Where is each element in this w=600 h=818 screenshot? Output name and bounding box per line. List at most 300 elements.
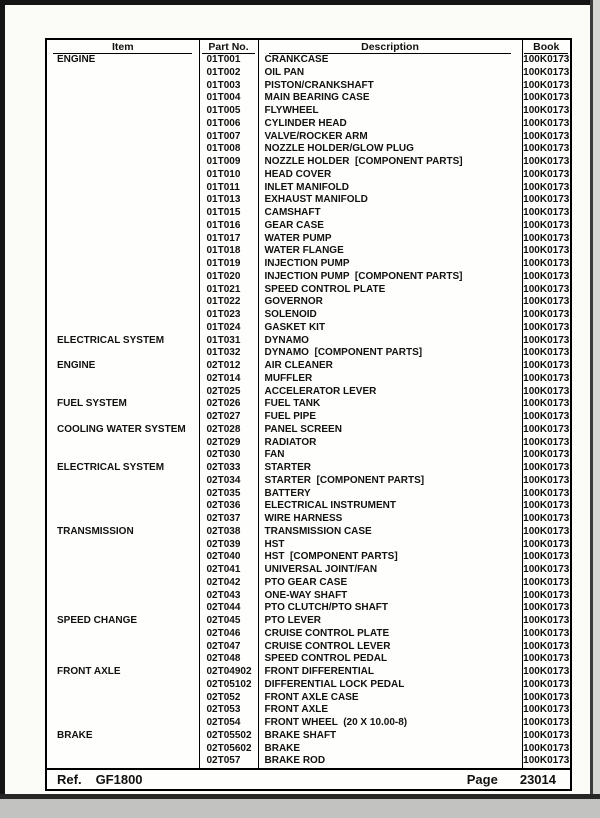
cell-part: 02T012 xyxy=(199,360,258,373)
cell-desc: GASKET KIT xyxy=(258,322,522,335)
cell-book: 100K0173 xyxy=(523,755,570,767)
cell-desc: EXHAUST MANIFOLD xyxy=(258,194,522,207)
cell-part: 01T021 xyxy=(199,284,258,297)
cell-book: 100K0173 xyxy=(523,181,570,193)
cell-item xyxy=(47,67,199,80)
table-row xyxy=(47,143,570,156)
cell-item: SPEED CHANGE xyxy=(47,615,199,628)
cell-book: 100K0173 xyxy=(523,156,570,167)
header-row xyxy=(47,40,570,54)
cell-book: 100K0173 xyxy=(523,117,570,129)
cell-book: 100K0173 xyxy=(523,487,570,499)
column-header-book: Book xyxy=(522,40,570,54)
cell-item: COOLING WATER SYSTEM xyxy=(47,424,199,437)
cell-desc: PTO LEVER xyxy=(258,615,522,628)
cell-part: 02T029 xyxy=(199,437,258,450)
cell-book: 100K0173 xyxy=(523,678,570,690)
cell-book: 100K0173 xyxy=(523,207,570,218)
cell-book: 100K0173 xyxy=(523,105,570,116)
cell-book: 100K0173 xyxy=(523,423,570,435)
scan-edge-top xyxy=(0,0,600,5)
cell-item: ENGINE xyxy=(47,54,199,67)
cell-desc: NOZZLE HOLDER [COMPONENT PARTS] xyxy=(258,156,522,169)
cell-desc: HST [COMPONENT PARTS] xyxy=(258,551,522,564)
cell-desc: GOVERNOR xyxy=(258,296,522,309)
table-row xyxy=(47,602,570,615)
cell-item xyxy=(47,373,199,386)
cell-part: 02T057 xyxy=(199,755,258,768)
table-row xyxy=(47,182,570,195)
cell-item xyxy=(47,143,199,156)
cell-item xyxy=(47,309,199,322)
parts-table-header xyxy=(47,40,570,54)
cell-book: 100K0173 xyxy=(523,717,570,728)
cell-desc: DYNAMO [COMPONENT PARTS] xyxy=(258,347,522,360)
column-header-description: Description xyxy=(258,40,522,54)
cell-desc: BATTERY xyxy=(258,488,522,501)
page-label: Page xyxy=(466,772,498,787)
cell-part: 01T031 xyxy=(199,335,258,348)
table-row xyxy=(47,245,570,258)
cell-part: 01T022 xyxy=(199,296,258,309)
cell-item xyxy=(47,386,199,399)
table-row xyxy=(47,424,570,437)
scan-edge-left xyxy=(0,0,5,818)
cell-desc: FRONT AXLE CASE xyxy=(258,692,522,705)
table-row xyxy=(47,271,570,284)
cell-desc: FUEL PIPE xyxy=(258,411,522,424)
cell-item xyxy=(47,653,199,666)
cell-item xyxy=(47,296,199,309)
cell-book: 100K0173 xyxy=(523,513,570,524)
table-row xyxy=(47,462,570,475)
table-row xyxy=(47,398,570,411)
cell-book: 100K0173 xyxy=(523,347,570,359)
cell-book: 100K0173 xyxy=(523,704,570,716)
cell-item xyxy=(47,156,199,169)
cell-desc: SOLENOID xyxy=(258,309,522,322)
cell-desc: DYNAMO xyxy=(258,335,522,348)
cell-part: 01T017 xyxy=(199,233,258,246)
table-row xyxy=(47,233,570,246)
cell-item xyxy=(47,577,199,590)
table-row xyxy=(47,296,570,309)
table-row xyxy=(47,730,570,743)
ref-label: Ref. xyxy=(57,772,82,787)
cell-item xyxy=(47,80,199,93)
cell-part: 01T009 xyxy=(199,156,258,169)
table-row xyxy=(47,653,570,666)
cell-item xyxy=(47,641,199,654)
cell-book: 100K0173 xyxy=(523,296,570,308)
cell-item xyxy=(47,182,199,195)
cell-desc: WATER FLANGE xyxy=(258,245,522,258)
scan-edge-right xyxy=(590,0,593,818)
table-row xyxy=(47,743,570,756)
cell-book: 100K0173 xyxy=(523,576,570,588)
cell-part: 01T018 xyxy=(199,245,258,258)
cell-item xyxy=(47,220,199,233)
cell-item xyxy=(47,692,199,705)
cell-book: 100K0173 xyxy=(523,398,570,410)
cell-desc: BRAKE SHAFT xyxy=(258,730,522,743)
cell-item: FUEL SYSTEM xyxy=(47,398,199,411)
cell-book: 100K0173 xyxy=(523,462,570,473)
cell-part: 01T016 xyxy=(199,220,258,233)
cell-part: 01T002 xyxy=(199,67,258,80)
cell-book: 100K0173 xyxy=(523,525,570,537)
ref-value: GF1800 xyxy=(95,772,143,787)
cell-part: 01T011 xyxy=(199,182,258,195)
column-header-part-no: Part No. xyxy=(199,40,258,54)
table-row xyxy=(47,577,570,590)
table-row xyxy=(47,92,570,105)
cell-desc: OIL PAN xyxy=(258,67,522,80)
cell-book: 100K0173 xyxy=(523,385,570,397)
cell-item xyxy=(47,449,199,462)
cell-item xyxy=(47,564,199,577)
page-footer xyxy=(47,768,570,789)
cell-desc: CRANKCASE xyxy=(258,54,522,67)
cell-desc: WATER PUMP xyxy=(258,233,522,246)
cell-part: 01T006 xyxy=(199,118,258,131)
cell-book: 100K0173 xyxy=(523,436,570,448)
cell-book: 100K0173 xyxy=(523,449,570,461)
cell-part: 01T032 xyxy=(199,347,258,360)
cell-desc: MAIN BEARING CASE xyxy=(258,92,522,105)
cell-book: 100K0173 xyxy=(523,640,570,652)
cell-item: FRONT AXLE xyxy=(47,666,199,679)
cell-part: 01T005 xyxy=(199,105,258,118)
cell-desc: PTO GEAR CASE xyxy=(258,577,522,590)
table-row xyxy=(47,284,570,297)
table-row xyxy=(47,704,570,717)
table-row xyxy=(47,551,570,564)
table-row xyxy=(47,641,570,654)
cell-item xyxy=(47,437,199,450)
document-frame xyxy=(45,38,572,791)
cell-book: 100K0173 xyxy=(523,66,570,78)
cell-part: 02T044 xyxy=(199,602,258,615)
cell-desc: ELECTRICAL INSTRUMENT xyxy=(258,500,522,513)
scan-edge-bottom-margin xyxy=(0,799,600,818)
cell-book: 100K0173 xyxy=(523,219,570,231)
cell-book: 100K0173 xyxy=(523,538,570,550)
cell-desc: FRONT AXLE xyxy=(258,704,522,717)
cell-item xyxy=(47,131,199,144)
cell-desc: HST xyxy=(258,539,522,552)
table-row xyxy=(47,628,570,641)
cell-desc: FLYWHEEL xyxy=(258,105,522,118)
cell-item xyxy=(47,500,199,513)
table-row xyxy=(47,666,570,679)
cell-book: 100K0173 xyxy=(523,500,570,512)
cell-desc: FUEL TANK xyxy=(258,398,522,411)
cell-item xyxy=(47,245,199,258)
cell-item xyxy=(47,628,199,641)
cell-desc: TRANSMISSION CASE xyxy=(258,526,522,539)
cell-part: 02T05502 xyxy=(199,730,258,743)
cell-item: ELECTRICAL SYSTEM xyxy=(47,462,199,475)
cell-part: 02T04902 xyxy=(199,666,258,679)
cell-book: 100K0173 xyxy=(523,194,570,206)
column-header-item: Item xyxy=(47,40,199,54)
cell-item xyxy=(47,105,199,118)
cell-item xyxy=(47,551,199,564)
cell-desc: GEAR CASE xyxy=(258,220,522,233)
scan-edge-bottom xyxy=(0,794,600,799)
cell-part: 02T038 xyxy=(199,526,258,539)
cell-book: 100K0173 xyxy=(523,79,570,91)
cell-book: 100K0173 xyxy=(523,615,570,626)
table-row xyxy=(47,207,570,220)
cell-item xyxy=(47,284,199,297)
cell-book: 100K0173 xyxy=(523,589,570,601)
cell-desc: PTO CLUTCH/PTO SHAFT xyxy=(258,602,522,615)
cell-book: 100K0173 xyxy=(523,551,570,563)
cell-part: 01T019 xyxy=(199,258,258,271)
cell-book: 100K0173 xyxy=(523,245,570,257)
cell-desc: ONE-WAY SHAFT xyxy=(258,590,522,603)
table-row xyxy=(47,373,570,386)
cell-book: 100K0173 xyxy=(523,666,570,677)
cell-book: 100K0173 xyxy=(523,143,570,155)
cell-item: TRANSMISSION xyxy=(47,526,199,539)
table-row xyxy=(47,220,570,233)
cell-book: 100K0173 xyxy=(523,372,570,384)
cell-book: 100K0173 xyxy=(523,258,570,269)
cell-book: 100K0173 xyxy=(523,232,570,244)
table-row xyxy=(47,335,570,348)
cell-part: 01T013 xyxy=(199,194,258,207)
cell-item xyxy=(47,539,199,552)
cell-item xyxy=(47,169,199,182)
cell-item xyxy=(47,743,199,756)
cell-desc: INJECTION PUMP xyxy=(258,258,522,271)
table-row xyxy=(47,526,570,539)
page-group xyxy=(467,772,560,787)
cell-desc: UNIVERSAL JOINT/FAN xyxy=(258,564,522,577)
table-row xyxy=(47,692,570,705)
cell-item xyxy=(47,207,199,220)
cell-part: 02T014 xyxy=(199,373,258,386)
cell-desc: INLET MANIFOLD xyxy=(258,182,522,195)
table-row xyxy=(47,360,570,373)
table-row xyxy=(47,118,570,131)
cell-item xyxy=(47,118,199,131)
cell-part: 01T003 xyxy=(199,80,258,93)
cell-desc: RADIATOR xyxy=(258,437,522,450)
cell-part: 02T043 xyxy=(199,590,258,603)
cell-part: 01T004 xyxy=(199,92,258,105)
cell-part: 02T027 xyxy=(199,411,258,424)
cell-book: 100K0173 xyxy=(523,729,570,741)
cell-part: 02T030 xyxy=(199,449,258,462)
cell-desc: PISTON/CRANKSHAFT xyxy=(258,80,522,93)
cell-part: 01T008 xyxy=(199,143,258,156)
cell-desc: BRAKE xyxy=(258,743,522,756)
table-row xyxy=(47,679,570,692)
cell-book: 100K0173 xyxy=(523,742,570,754)
cell-desc: CRUISE CONTROL PLATE xyxy=(258,628,522,641)
cell-part: 02T040 xyxy=(199,551,258,564)
table-row xyxy=(47,539,570,552)
cell-part: 02T047 xyxy=(199,641,258,654)
table-row xyxy=(47,80,570,93)
cell-book: 100K0173 xyxy=(523,411,570,422)
cell-part: 02T037 xyxy=(199,513,258,526)
cell-part: 02T026 xyxy=(199,398,258,411)
cell-part: 01T023 xyxy=(199,309,258,322)
cell-desc: SPEED CONTROL PLATE xyxy=(258,284,522,297)
table-row xyxy=(47,54,570,67)
cell-part: 02T028 xyxy=(199,424,258,437)
table-row xyxy=(47,386,570,399)
cell-book: 100K0173 xyxy=(523,270,570,282)
table-row xyxy=(47,449,570,462)
table-row xyxy=(47,615,570,628)
table-row xyxy=(47,437,570,450)
scan-edge-right-margin xyxy=(593,0,600,818)
cell-item xyxy=(47,233,199,246)
cell-desc: ACCELERATOR LEVER xyxy=(258,386,522,399)
cell-book: 100K0173 xyxy=(523,283,570,295)
cell-item xyxy=(47,411,199,424)
cell-desc: PANEL SCREEN xyxy=(258,424,522,437)
cell-item: ELECTRICAL SYSTEM xyxy=(47,335,199,348)
cell-item xyxy=(47,717,199,730)
cell-part: 01T020 xyxy=(199,271,258,284)
cell-part: 02T048 xyxy=(199,653,258,666)
table-row xyxy=(47,755,570,768)
cell-desc: VALVE/ROCKER ARM xyxy=(258,131,522,144)
cell-part: 02T053 xyxy=(199,704,258,717)
cell-item xyxy=(47,513,199,526)
table-row xyxy=(47,194,570,207)
cell-part: 02T033 xyxy=(199,462,258,475)
cell-desc: SPEED CONTROL PEDAL xyxy=(258,653,522,666)
cell-part: 02T05602 xyxy=(199,743,258,756)
cell-item: BRAKE xyxy=(47,730,199,743)
cell-desc: MUFFLER xyxy=(258,373,522,386)
cell-desc: CYLINDER HEAD xyxy=(258,118,522,131)
cell-item xyxy=(47,475,199,488)
cell-item xyxy=(47,194,199,207)
cell-item: ENGINE xyxy=(47,360,199,373)
cell-book: 100K0173 xyxy=(523,360,570,371)
table-row xyxy=(47,322,570,335)
cell-book: 100K0173 xyxy=(523,627,570,639)
cell-book: 100K0173 xyxy=(523,564,570,575)
cell-book: 100K0173 xyxy=(523,130,570,142)
cell-part: 02T035 xyxy=(199,488,258,501)
cell-part: 01T001 xyxy=(199,54,258,67)
cell-item xyxy=(47,755,199,768)
cell-part: 02T042 xyxy=(199,577,258,590)
cell-desc: FRONT WHEEL (20 X 10.00-8) xyxy=(258,717,522,730)
cell-part: 02T045 xyxy=(199,615,258,628)
cell-part: 02T034 xyxy=(199,475,258,488)
cell-item xyxy=(47,602,199,615)
cell-part: 01T015 xyxy=(199,207,258,220)
cell-item xyxy=(47,347,199,360)
cell-book: 100K0173 xyxy=(523,309,570,320)
table-row xyxy=(47,500,570,513)
cell-desc: DIFFERENTIAL LOCK PEDAL xyxy=(258,679,522,692)
cell-desc: CRUISE CONTROL LEVER xyxy=(258,641,522,654)
cell-book: 100K0173 xyxy=(523,168,570,180)
table-row xyxy=(47,258,570,271)
cell-book: 100K0173 xyxy=(523,653,570,665)
cell-desc: INJECTION PUMP [COMPONENT PARTS] xyxy=(258,271,522,284)
table-row xyxy=(47,67,570,80)
cell-part: 02T05102 xyxy=(199,679,258,692)
cell-book: 100K0173 xyxy=(523,691,570,703)
table-row xyxy=(47,309,570,322)
table-row xyxy=(47,590,570,603)
cell-part: 01T024 xyxy=(199,322,258,335)
cell-part: 01T007 xyxy=(199,131,258,144)
cell-item xyxy=(47,271,199,284)
cell-item xyxy=(47,679,199,692)
table-row xyxy=(47,488,570,501)
table-row xyxy=(47,411,570,424)
cell-part: 02T054 xyxy=(199,717,258,730)
table-row xyxy=(47,156,570,169)
table-row xyxy=(47,475,570,488)
cell-part: 02T046 xyxy=(199,628,258,641)
cell-part: 02T041 xyxy=(199,564,258,577)
cell-desc: STARTER [COMPONENT PARTS] xyxy=(258,475,522,488)
cell-item xyxy=(47,590,199,603)
cell-part: 02T052 xyxy=(199,692,258,705)
cell-desc: STARTER xyxy=(258,462,522,475)
cell-book: 100K0173 xyxy=(523,474,570,486)
cell-desc: NOZZLE HOLDER/GLOW PLUG xyxy=(258,143,522,156)
cell-item xyxy=(47,322,199,335)
cell-book: 100K0173 xyxy=(523,54,570,65)
parts-table xyxy=(47,40,570,768)
table-row xyxy=(47,347,570,360)
cell-part: 02T039 xyxy=(199,539,258,552)
cell-desc: BRAKE ROD xyxy=(258,755,522,768)
table-row xyxy=(47,105,570,118)
cell-desc: FAN xyxy=(258,449,522,462)
table-row xyxy=(47,131,570,144)
cell-part: 01T010 xyxy=(199,169,258,182)
cell-book: 100K0173 xyxy=(523,321,570,333)
table-row xyxy=(47,169,570,182)
ref-group xyxy=(57,772,143,787)
table-row xyxy=(47,513,570,526)
cell-part: 02T036 xyxy=(199,500,258,513)
cell-item xyxy=(47,92,199,105)
cell-part: 02T025 xyxy=(199,386,258,399)
cell-book: 100K0173 xyxy=(523,334,570,346)
cell-desc: AIR CLEANER xyxy=(258,360,522,373)
cell-book: 100K0173 xyxy=(523,602,570,614)
cell-desc: WIRE HARNESS xyxy=(258,513,522,526)
cell-item xyxy=(47,258,199,271)
cell-desc: HEAD COVER xyxy=(258,169,522,182)
cell-item xyxy=(47,704,199,717)
parts-table-body xyxy=(47,54,570,768)
cell-desc: CAMSHAFT xyxy=(258,207,522,220)
table-row xyxy=(47,564,570,577)
cell-book: 100K0173 xyxy=(523,92,570,104)
cell-desc: FRONT DIFFERENTIAL xyxy=(258,666,522,679)
cell-item xyxy=(47,488,199,501)
